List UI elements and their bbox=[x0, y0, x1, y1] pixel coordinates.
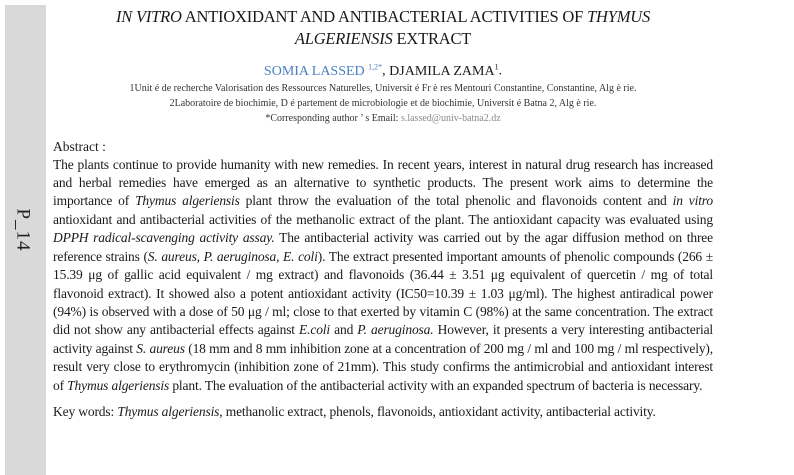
corresponding-label: *Corresponding author ’ s Email: bbox=[265, 112, 399, 124]
abstract-text: ). The extract presented important amounts of phenolic compounds (266 ± 15.39 μg of gallic acid equivalent / mg extract) and flavonoids (36.44 ± 3.51 μg equivalent of quercetin / mg of total flavonoid extract). It showed also a potent antioxidant activity (IC50=10.39 ± 1.03 μg/ml). The highest antiradical power (94%) is observed with a dose of 50 μg / ml; close to that exerted by vitamin C (98%) at the same concentration. The extract did not show any antibacterial effects against bbox=[53, 248, 713, 338]
keywords bbox=[53, 403, 713, 421]
abstract-text: antioxidant and antibacterial activities of the methanolic extract of the plant. The antioxidant capacity was evaluated using bbox=[53, 211, 713, 227]
abstract-italic: S. aureus, P. aeruginosa, E. coli bbox=[147, 248, 318, 264]
abstract-italic: E.coli bbox=[299, 322, 330, 338]
title-part: EXTRACT bbox=[392, 29, 472, 48]
author-2-affiliation: 1 bbox=[494, 62, 499, 71]
abstract-body bbox=[53, 156, 713, 395]
affiliation-1: 1Unit é de recherche Valorisation des Ressources Naturelles, Universit é Fr è res Mentouri Constantine, Constantine, Alg è rie. bbox=[129, 82, 637, 94]
author-1-affiliation: 1,2* bbox=[368, 62, 383, 71]
paper-abstract-page bbox=[53, 0, 713, 421]
abstract-italic: DPPH radical-scavenging activity assay. bbox=[53, 230, 275, 246]
keywords-label: Key words: bbox=[53, 403, 118, 419]
author-2 bbox=[389, 64, 498, 79]
abstract-text: and bbox=[330, 322, 358, 338]
abstract-italic: P. aeruginosa. bbox=[357, 322, 434, 338]
title-part: ANTIOXIDANT AND ANTIBACTERIAL ACTIVITIES OF bbox=[181, 7, 588, 26]
author-1-name: SOMIA LASSED bbox=[263, 63, 365, 79]
author-2-name: DJAMILA ZAMA bbox=[389, 63, 495, 79]
author-line bbox=[53, 58, 713, 81]
author-email: s.lassed@univ-batna2.dz bbox=[400, 112, 501, 124]
abstract-italic: in vitro bbox=[672, 193, 714, 209]
author-end: . bbox=[498, 63, 503, 79]
abstract-text: (18 mm and 8 mm inhibition zone at a concentration of 200 mg / ml and 100 mg / ml respectively), result very close to erythromycin (inhibition zone of 21mm). This study confirms the antimicrobial and antioxidant interest of bbox=[53, 340, 713, 393]
abstract-italic: S. aureus bbox=[136, 340, 185, 356]
abstract-italic: Thymus algeriensis bbox=[135, 193, 240, 209]
abstract-text: The antibacterial activity was carried out by the agar diffusion method on three reference strains ( bbox=[53, 230, 713, 264]
abstract-text: plant. The evaluation of the antibacterial activity with an expanded spectrum of bacteria is necessary. bbox=[169, 377, 703, 393]
keywords-text: , methanolic extract, phenols, flavonoids, antioxidant activity, antibacterial activity. bbox=[219, 403, 656, 419]
abstract-italic: Thymus algeriensis bbox=[67, 377, 170, 393]
abstract-text: However, it presents a very interesting antibacterial activity against bbox=[53, 322, 714, 356]
title-part: ALGERIENSIS bbox=[294, 29, 393, 48]
title-part: IN VITRO bbox=[115, 7, 182, 26]
title-part: THYMUS bbox=[587, 7, 651, 26]
paper-title bbox=[53, 6, 713, 50]
poster-id-text: P_14 bbox=[13, 208, 35, 252]
corresponding-author bbox=[53, 111, 713, 126]
poster-id-label bbox=[8, 190, 38, 270]
abstract-text: plant throw the evaluation of the total phenolic and flavonoids content and bbox=[239, 193, 673, 209]
affiliation-2: 2Laboratoire de biochimie, D é partement de microbiologie et de biochimie, Universit é Batna 2, Alg è rie. bbox=[169, 97, 597, 109]
author-separator: , bbox=[382, 63, 390, 79]
keywords-italic: Thymus algeriensis bbox=[117, 403, 220, 419]
author-1 bbox=[264, 64, 382, 79]
abstract-text: The plants continue to provide humanity with new remedies. In recent years, interest in natural drug research has increased and herbal remedies have emerged as an alternative to synthetic products. The present work aims to determine the importance of bbox=[53, 156, 713, 209]
abstract-heading: Abstract : bbox=[53, 138, 106, 154]
